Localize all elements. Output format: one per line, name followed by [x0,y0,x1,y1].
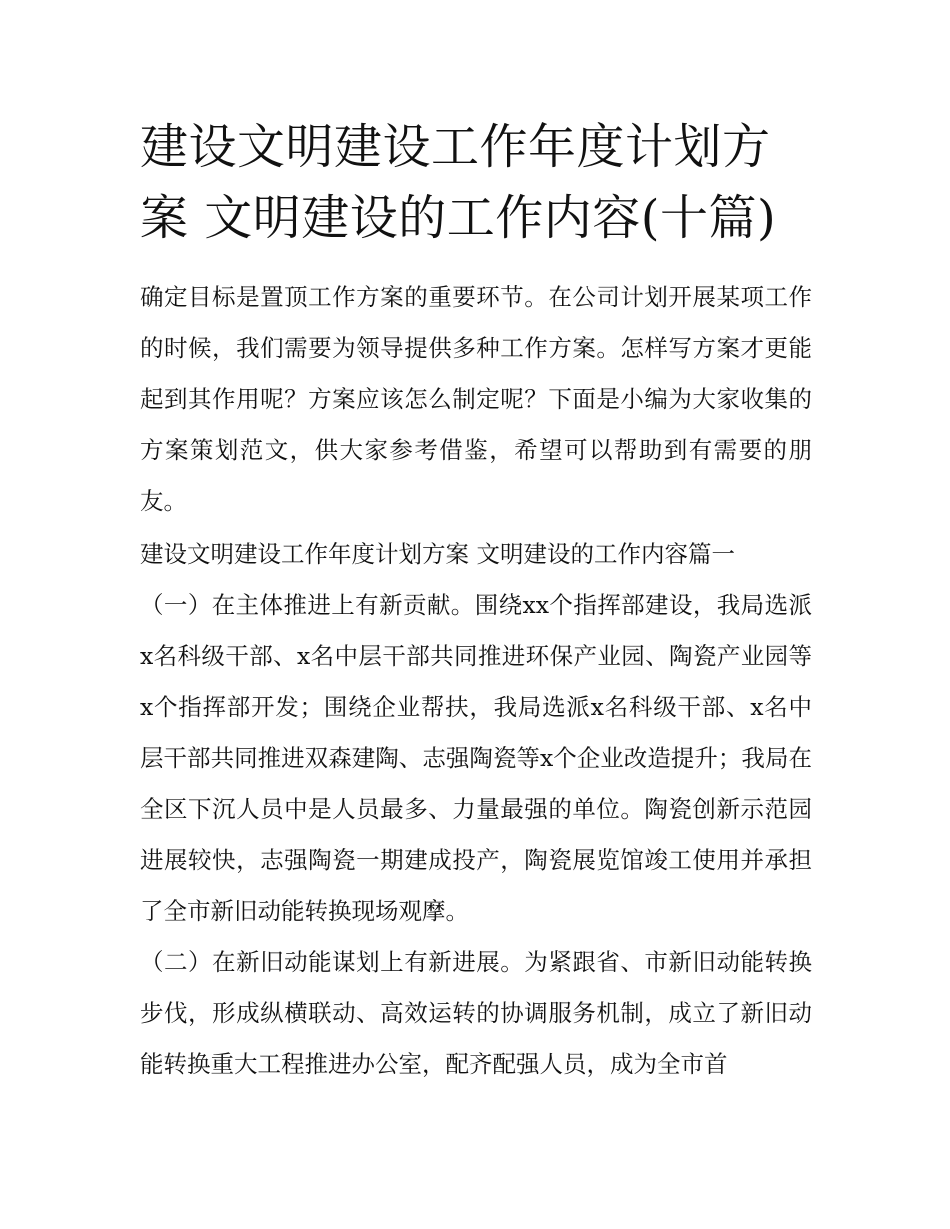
body-paragraph-2: （二）在新旧动能谋划上有新进展。为紧跟省、市新旧动能转换步伐，形成纵横联动、高效运转的协调服务机制，成立了新旧动能转换重大工程推进办公室，配齐配强人员，成为全市首 [140,948,812,1078]
body-paragraph-1: （一）在主体推进上有新贡献。围绕xx个指挥部建设，我局选派x名科级干部、x名中层干部共同推进环保产业园、陶瓷产业园等x个指挥部开发；围绕企业帮扶，我局选派x名科级干部、x名中层干部共同推进双森建陶、志强陶瓷等x个企业改造提升；我局在全区下沉人员中是人员最多、力量最强的单位。陶瓷创新示范园进展较快，志强陶瓷一期建成投产，陶瓷展览馆竣工使用并承担了全市新旧动能转换现场观摩。 [140,591,812,925]
document-title: 建设文明建设工作年度计划方案 文明建设的工作内容(十篇) [140,119,777,246]
section-heading: 建设文明建设工作年度计划方案 文明建设的工作内容篇一 [140,540,735,568]
document-page [140,112,812,1090]
intro-paragraph: 确定目标是置顶工作方案的重要环节。在公司计划开展某项工作的时候，我们需要为领导提供多种工作方案。怎样写方案才更能起到其作用呢？方案应该怎么制定呢？下面是小编为大家收集的方案策划范文，供大家参考借鉴，希望可以帮助到有需要的朋友。 [140,283,812,515]
